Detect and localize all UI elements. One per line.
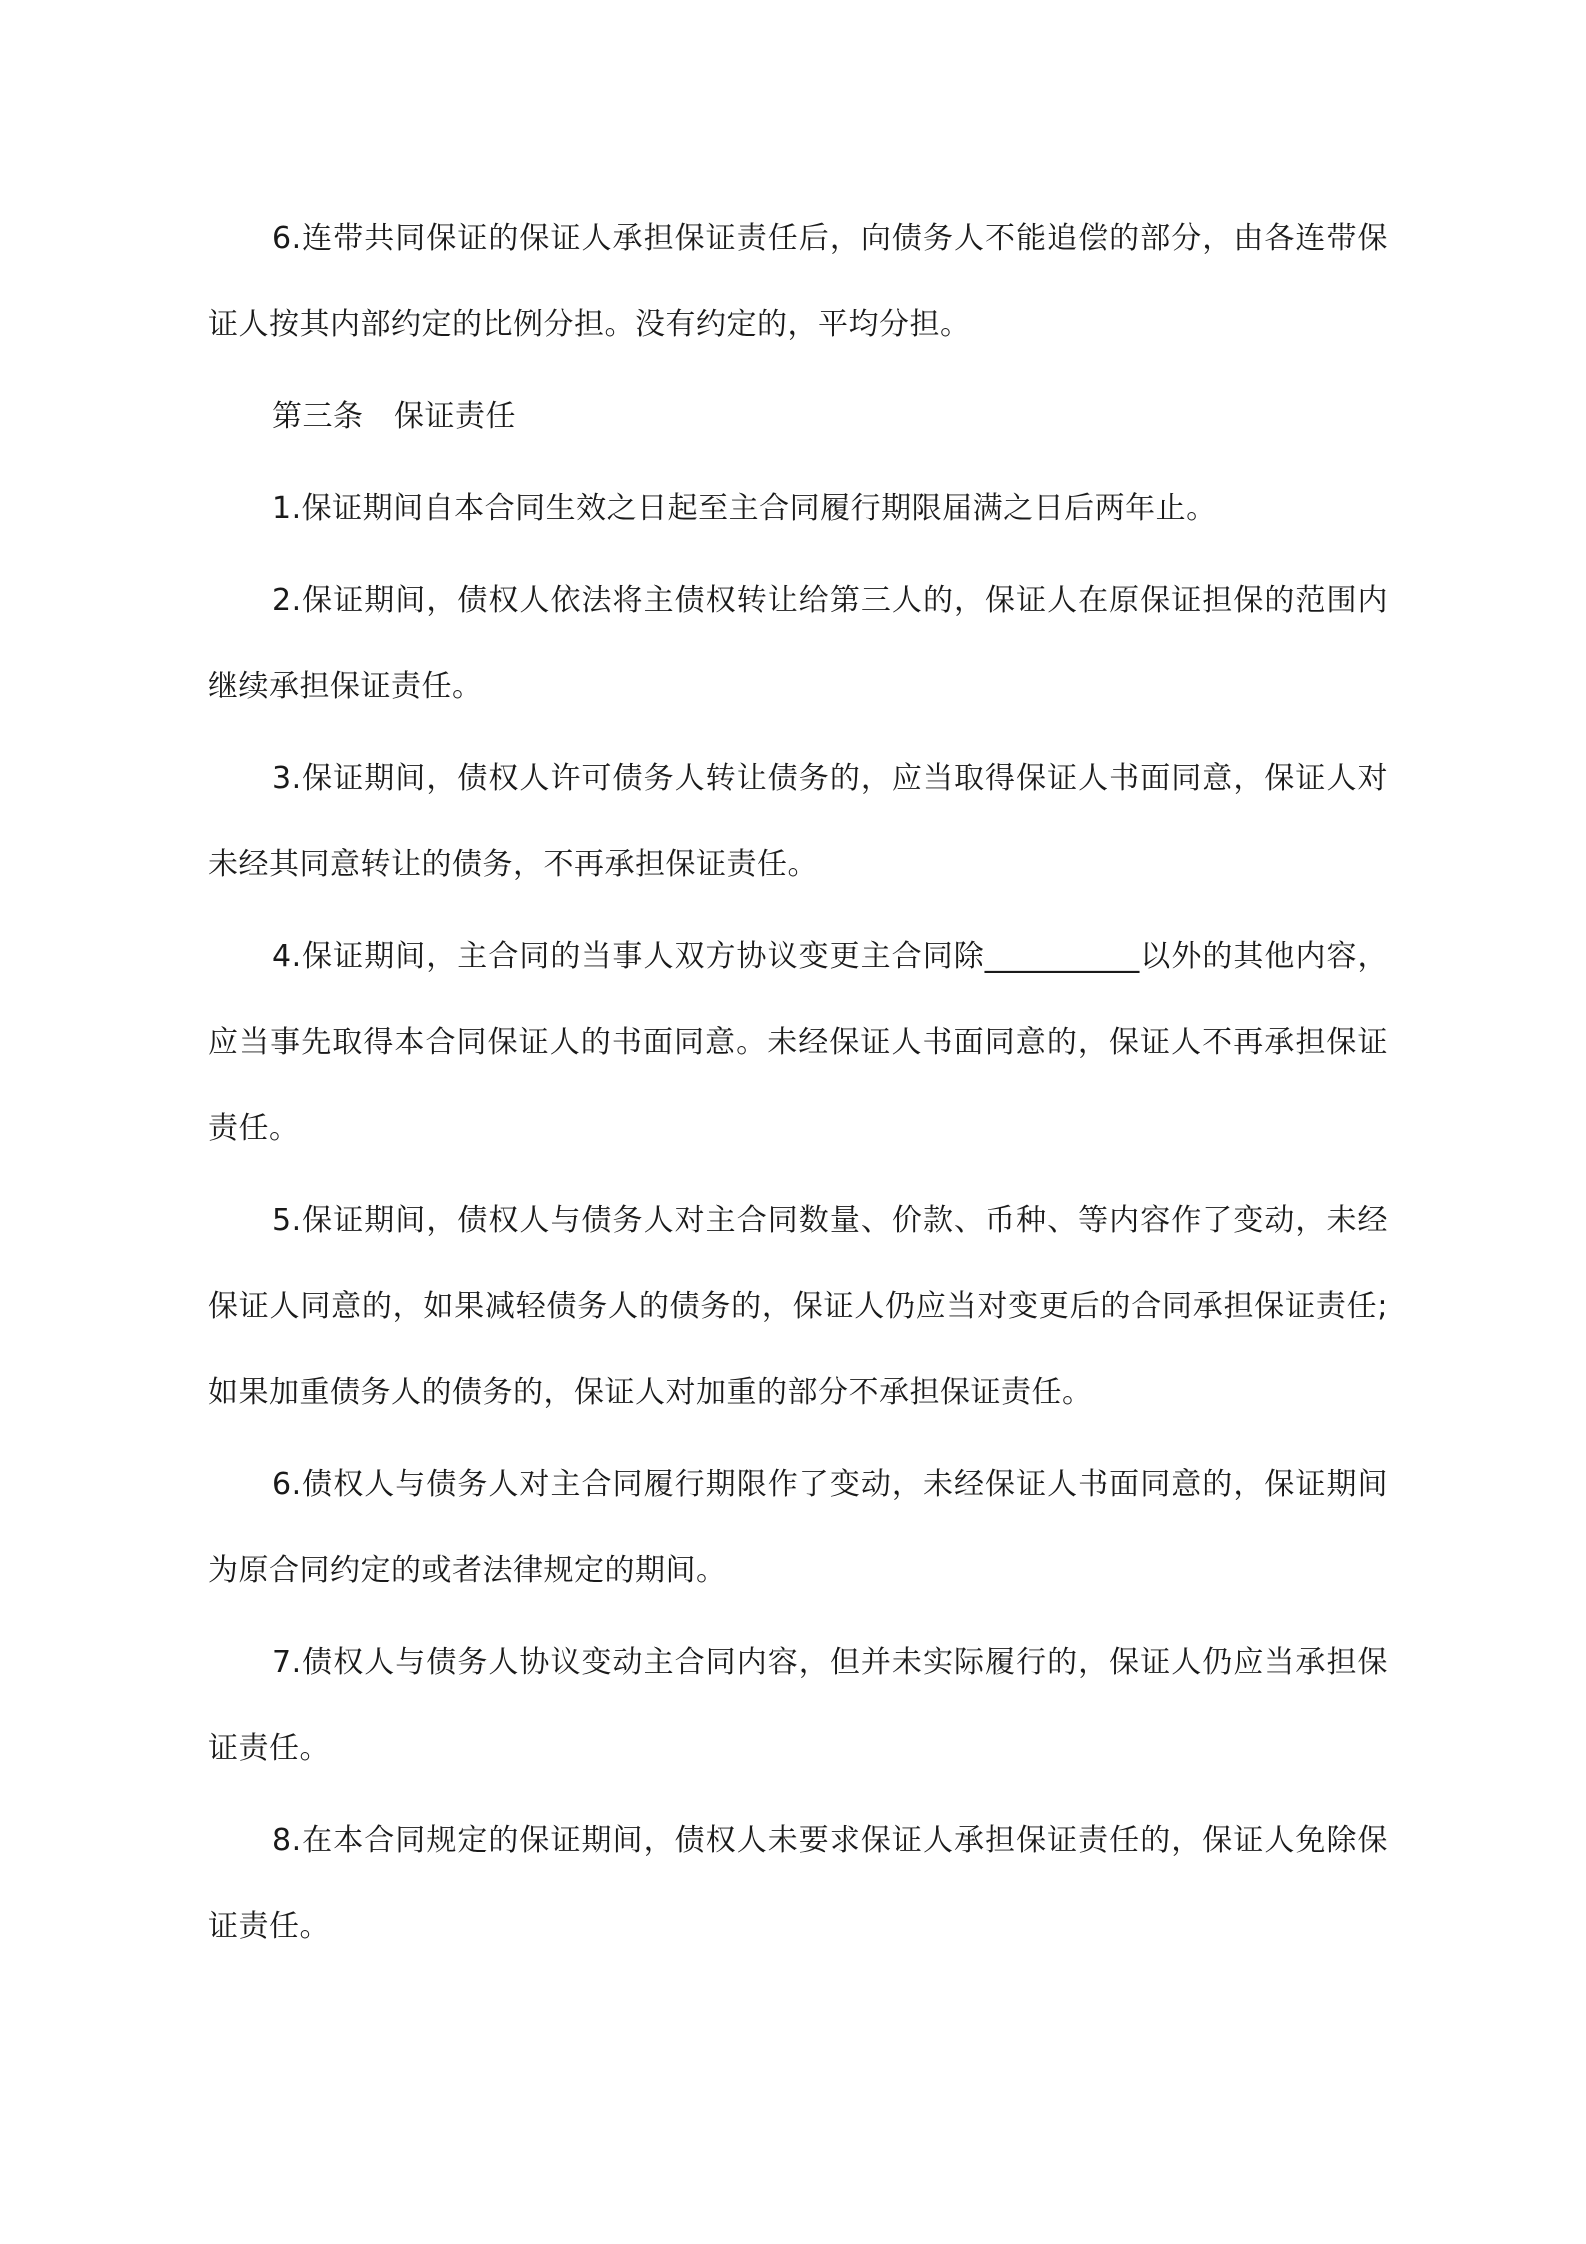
paragraph-clause-7: 7.债权人与债务人协议变动主合同内容，但并未实际履行的，保证人仍应当承担保证责任。 xyxy=(208,1645,1388,1766)
paragraph-clause-3: 3.保证期间，债权人许可债务人转让债务的，应当取得保证人书面同意，保证人对未经其同意转让的债务，不再承担保证责任。 xyxy=(208,761,1388,882)
paragraph-clause-8: 8.在本合同规定的保证期间，债权人未要求保证人承担保证责任的，保证人免除保证责任。 xyxy=(208,1823,1388,1944)
paragraph-clause-1: 1.保证期间自本合同生效之日起至主合同履行期限届满之日后两年止。 xyxy=(272,491,1217,526)
paragraph-joint-guarantee-sharing: 6.连带共同保证的保证人承担保证责任后，向债务人不能追偿的部分，由各连带保证人按其内部约定的比例分担。没有约定的，平均分担。 xyxy=(208,221,1388,342)
paragraph-clause-5: 5.保证期间，债权人与债务人对主合同数量、价款、币种、等内容作了变动，未经保证人同意的，如果减轻债务人的债务的，保证人仍应当对变更后的合同承担保证责任;如果加重债务人的债务的，保证人对加重的部分不承担保证责任。 xyxy=(208,1203,1388,1410)
paragraph-clause-6: 6.债权人与债务人对主合同履行期限作了变动，未经保证人书面同意的，保证期间为原合同约定的或者法律规定的期间。 xyxy=(208,1467,1388,1588)
article-heading: 第三条 保证责任 xyxy=(272,399,516,434)
paragraph-clause-4: 4.保证期间，主合同的当事人双方协议变更主合同除__________以外的其他内容，应当事先取得本合同保证人的书面同意。未经保证人书面同意的，保证人不再承担保证责任。 xyxy=(208,939,1388,1146)
document-body xyxy=(208,196,1388,1970)
paragraph-clause-2: 2.保证期间，债权人依法将主债权转让给第三人的，保证人在原保证担保的范围内继续承担保证责任。 xyxy=(208,583,1388,704)
